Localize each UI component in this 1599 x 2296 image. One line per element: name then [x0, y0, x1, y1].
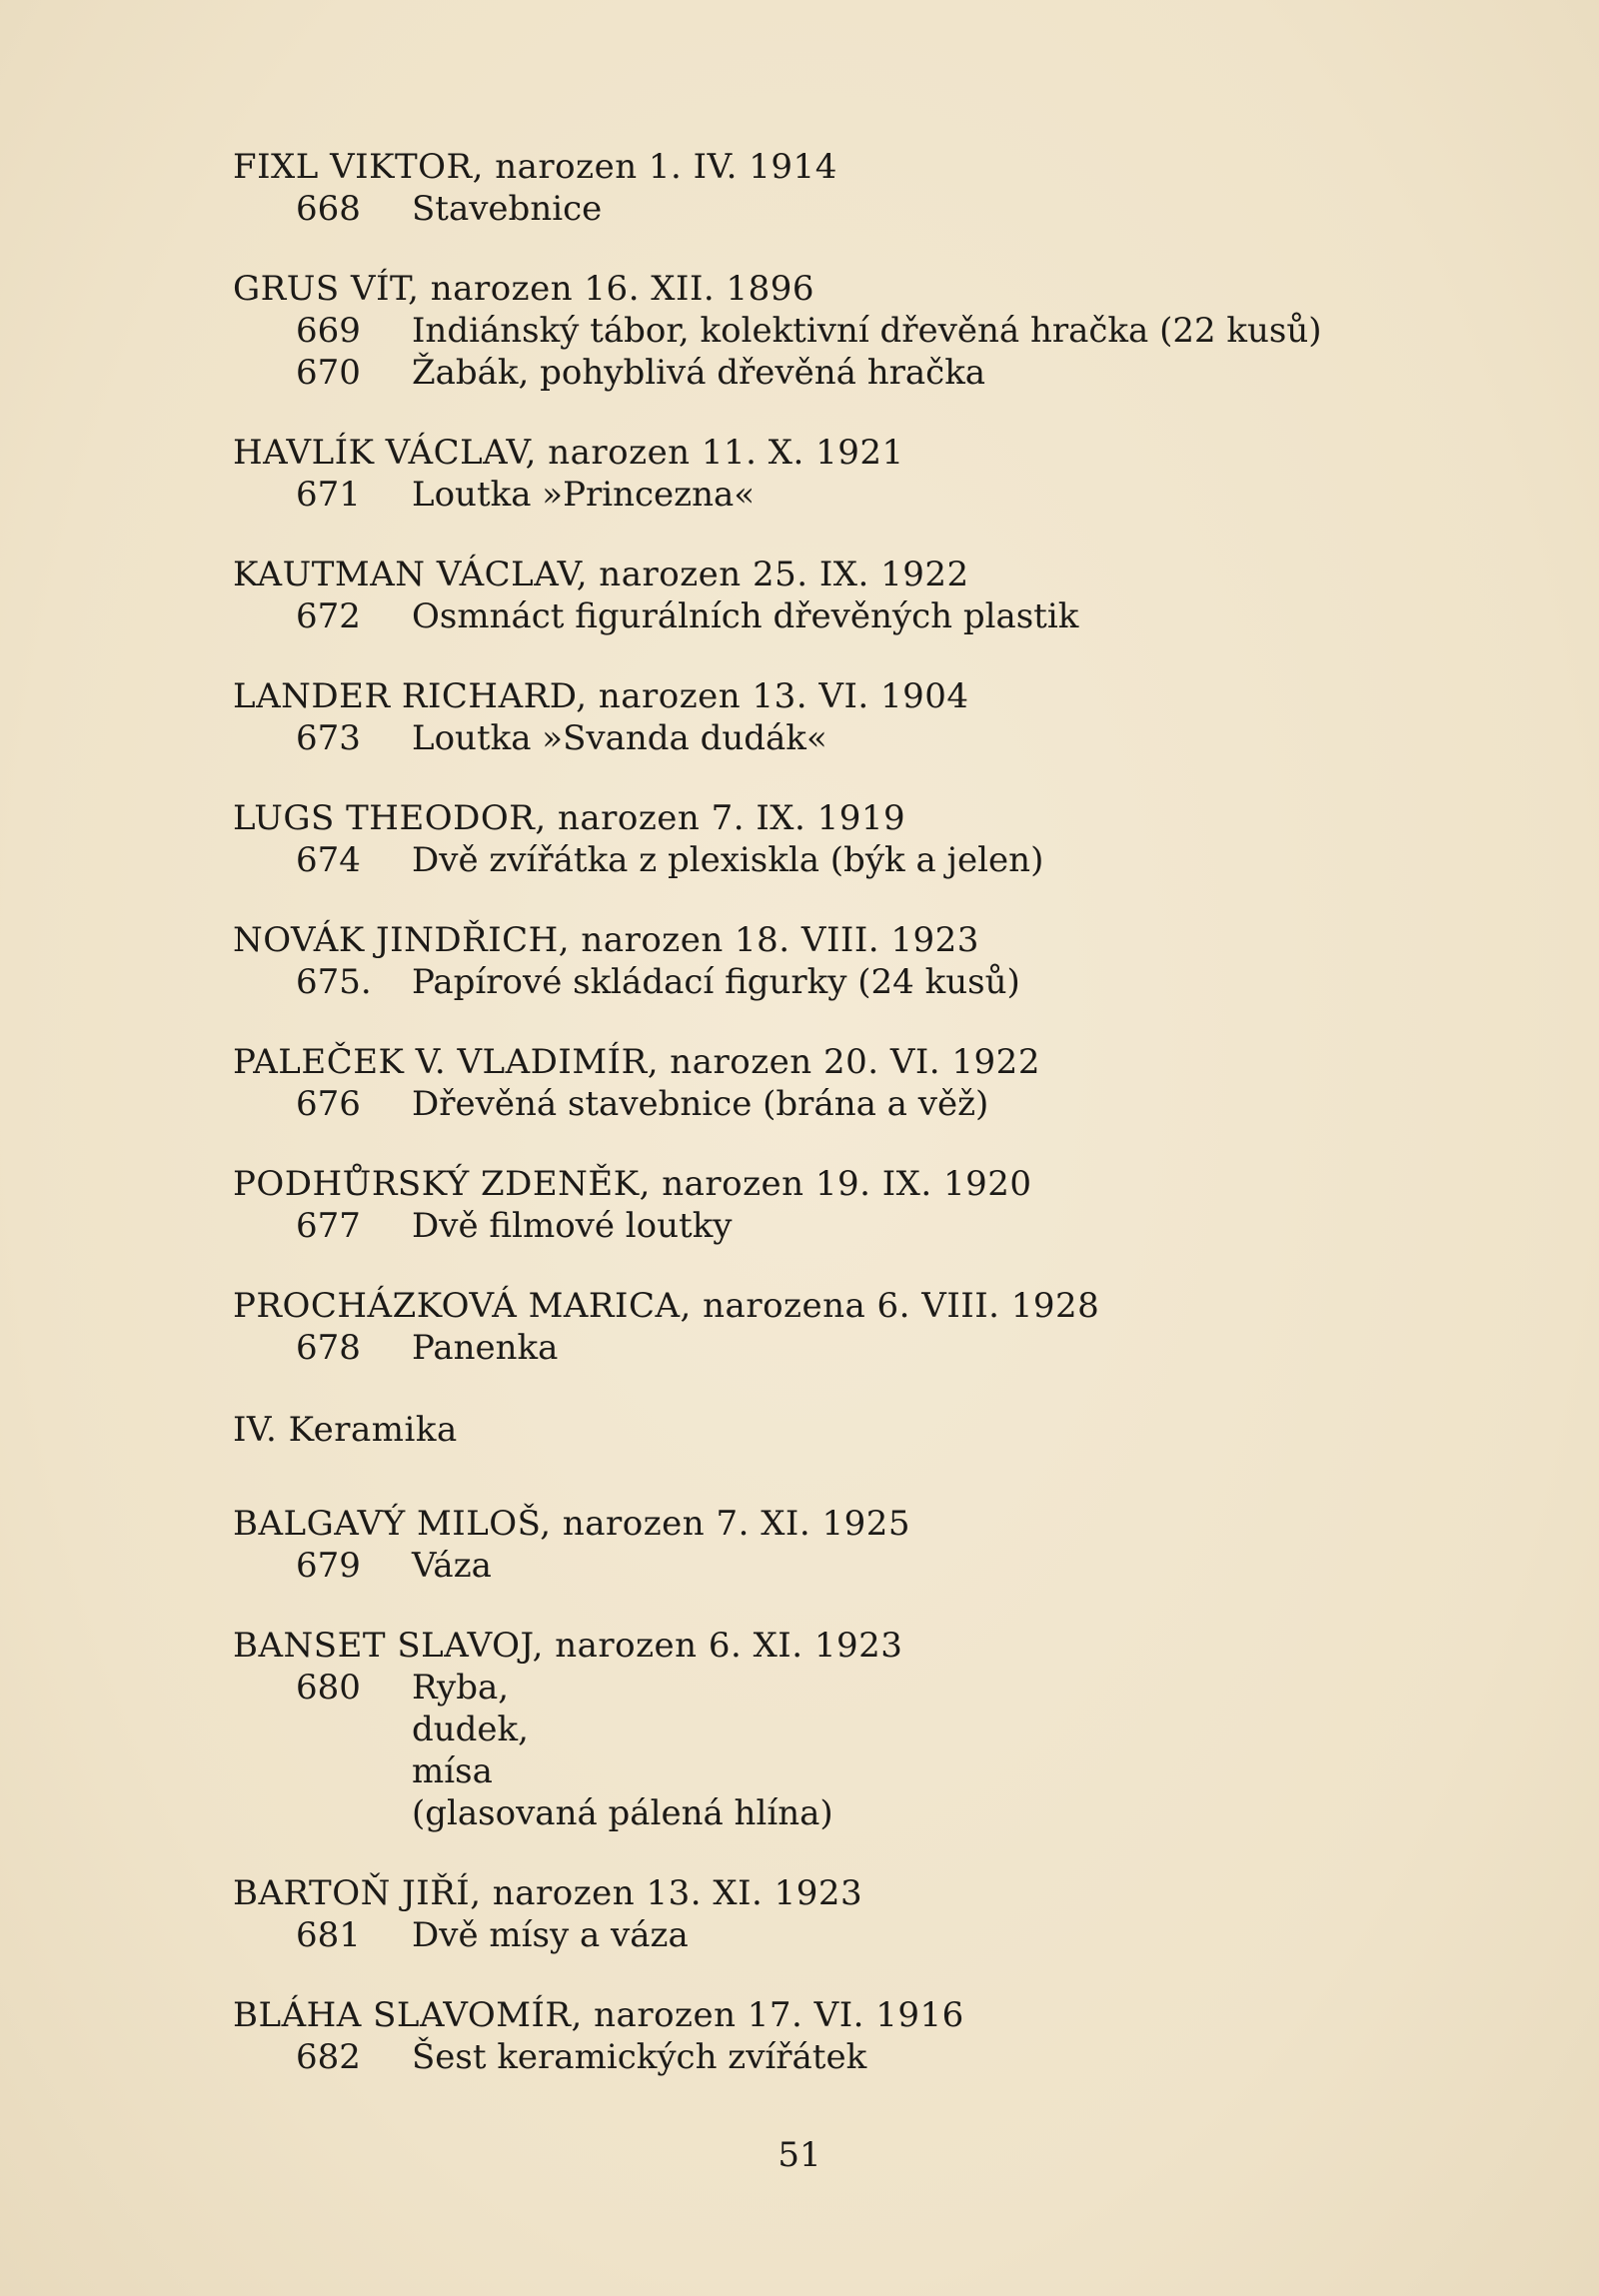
item-title: Panenka [412, 1328, 559, 1368]
artist-name: PODHŮRSKÝ ZDENĚK, narozen 19. IX. 1920 [233, 1164, 1032, 1204]
artist-name: GRUS VÍT, narozen 16. XII. 1896 [233, 269, 815, 309]
item-title: Papírové skládací figurky (24 kusů) [412, 962, 1020, 1002]
catalog-item [233, 1083, 1432, 1125]
artist-name: PALEČEK V. VLADIMÍR, narozen 20. VI. 1922 [233, 1042, 1040, 1082]
catalog-item [233, 352, 1432, 394]
item-title-line: mísa [412, 1751, 493, 1791]
artist-name: NOVÁK JINDŘICH, narozen 18. VIII. 1923 [233, 920, 979, 960]
item-title: Loutka »Princezna« [412, 475, 756, 515]
catalog-entry [233, 797, 1432, 881]
item-number: 668 [296, 189, 361, 229]
item-title-lines [412, 1667, 833, 1834]
catalog-item [233, 1205, 1432, 1247]
item-title: Dvě zvířátka z plexiskla (býk a jelen) [412, 840, 1044, 880]
catalog-entry [233, 1041, 1432, 1125]
catalog-entry [233, 268, 1432, 394]
item-title: Váza [412, 1546, 492, 1586]
item-title: Dvě filmové loutky [412, 1206, 733, 1246]
catalog-entry [233, 919, 1432, 1003]
artist-name: BLÁHA SLAVOMÍR, narozen 17. VI. 1916 [233, 1995, 964, 2035]
artist-name: HAVLÍK VÁCLAV, narozen 11. X. 1921 [233, 433, 904, 473]
catalog-item [233, 595, 1432, 637]
item-number: 679 [296, 1546, 361, 1586]
item-title: Indiánský tábor, kolektivní dřevěná hračka (22 kusů) [412, 311, 1322, 351]
catalog-item [233, 839, 1432, 881]
catalog-item [233, 188, 1432, 230]
catalog-list [233, 146, 1432, 2116]
item-title: Dřevěná stavebnice (brána a věž) [412, 1084, 989, 1124]
catalog-entry [233, 432, 1432, 516]
artist-name: BALGAVÝ MILOŠ, narozen 7. XI. 1925 [233, 1504, 910, 1544]
catalog-item [233, 474, 1432, 516]
artist-name: KAUTMAN VÁCLAV, narozen 25. IX. 1922 [233, 555, 969, 594]
item-title-line: dudek, [412, 1710, 529, 1749]
page-number: 51 [778, 2135, 821, 2175]
item-number: 678 [296, 1328, 361, 1368]
catalog-item [233, 310, 1432, 352]
artist-name: LUGS THEODOR, narozen 7. IX. 1919 [233, 798, 906, 838]
catalog-item [233, 1545, 1432, 1587]
item-title: Stavebnice [412, 189, 603, 229]
catalog-item [233, 1914, 1432, 1956]
catalog-entry [233, 1994, 1432, 2078]
catalog-item [233, 2036, 1432, 2078]
artist-name: BANSET SLAVOJ, narozen 6. XI. 1923 [233, 1626, 903, 1666]
catalog-entry [233, 1625, 1432, 1834]
catalog-item [233, 961, 1432, 1003]
catalog-item [233, 1327, 1432, 1369]
item-title-line: Ryba, [412, 1668, 510, 1708]
catalog-entry [233, 554, 1432, 637]
catalog-entry [233, 675, 1432, 759]
item-number: 680 [296, 1668, 361, 1708]
artist-name: PROCHÁZKOVÁ MARICA, narozena 6. VIII. 1928 [233, 1286, 1100, 1326]
item-title: Šest keramických zvířátek [412, 2037, 867, 2077]
catalog-item [233, 717, 1432, 759]
item-title: Osmnáct figurálních dřevěných plastik [412, 596, 1079, 636]
item-number: 677 [296, 1206, 361, 1246]
catalog-item [233, 1667, 1432, 1834]
catalog-entry [233, 1872, 1432, 1956]
item-number: 672 [296, 596, 361, 636]
item-number: 682 [296, 2037, 361, 2077]
item-title: Žabák, pohyblivá dřevěná hračka [412, 353, 986, 393]
item-number: 675. [296, 962, 372, 1002]
item-number: 671 [296, 475, 361, 515]
item-number: 669 [296, 311, 361, 351]
item-title: Dvě mísy a váza [412, 1915, 689, 1955]
item-number: 670 [296, 353, 361, 393]
item-number: 676 [296, 1084, 361, 1124]
artist-name: BARTOŇ JIŘÍ, narozen 13. XI. 1923 [233, 1873, 863, 1913]
item-number: 673 [296, 718, 361, 758]
item-number: 674 [296, 840, 361, 880]
catalog-entry [233, 146, 1432, 230]
catalog-entry [233, 1285, 1432, 1369]
item-number: 681 [296, 1915, 361, 1955]
artist-name: FIXL VIKTOR, narozen 1. IV. 1914 [233, 147, 837, 187]
section-heading: IV. Keramika [233, 1410, 458, 1450]
item-title-line: (glasovaná pálená hlína) [412, 1793, 833, 1833]
catalog-entry [233, 1503, 1432, 1587]
artist-name: LANDER RICHARD, narozen 13. VI. 1904 [233, 676, 969, 716]
item-title: Loutka »Svanda dudák« [412, 718, 827, 758]
catalog-entry [233, 1163, 1432, 1247]
